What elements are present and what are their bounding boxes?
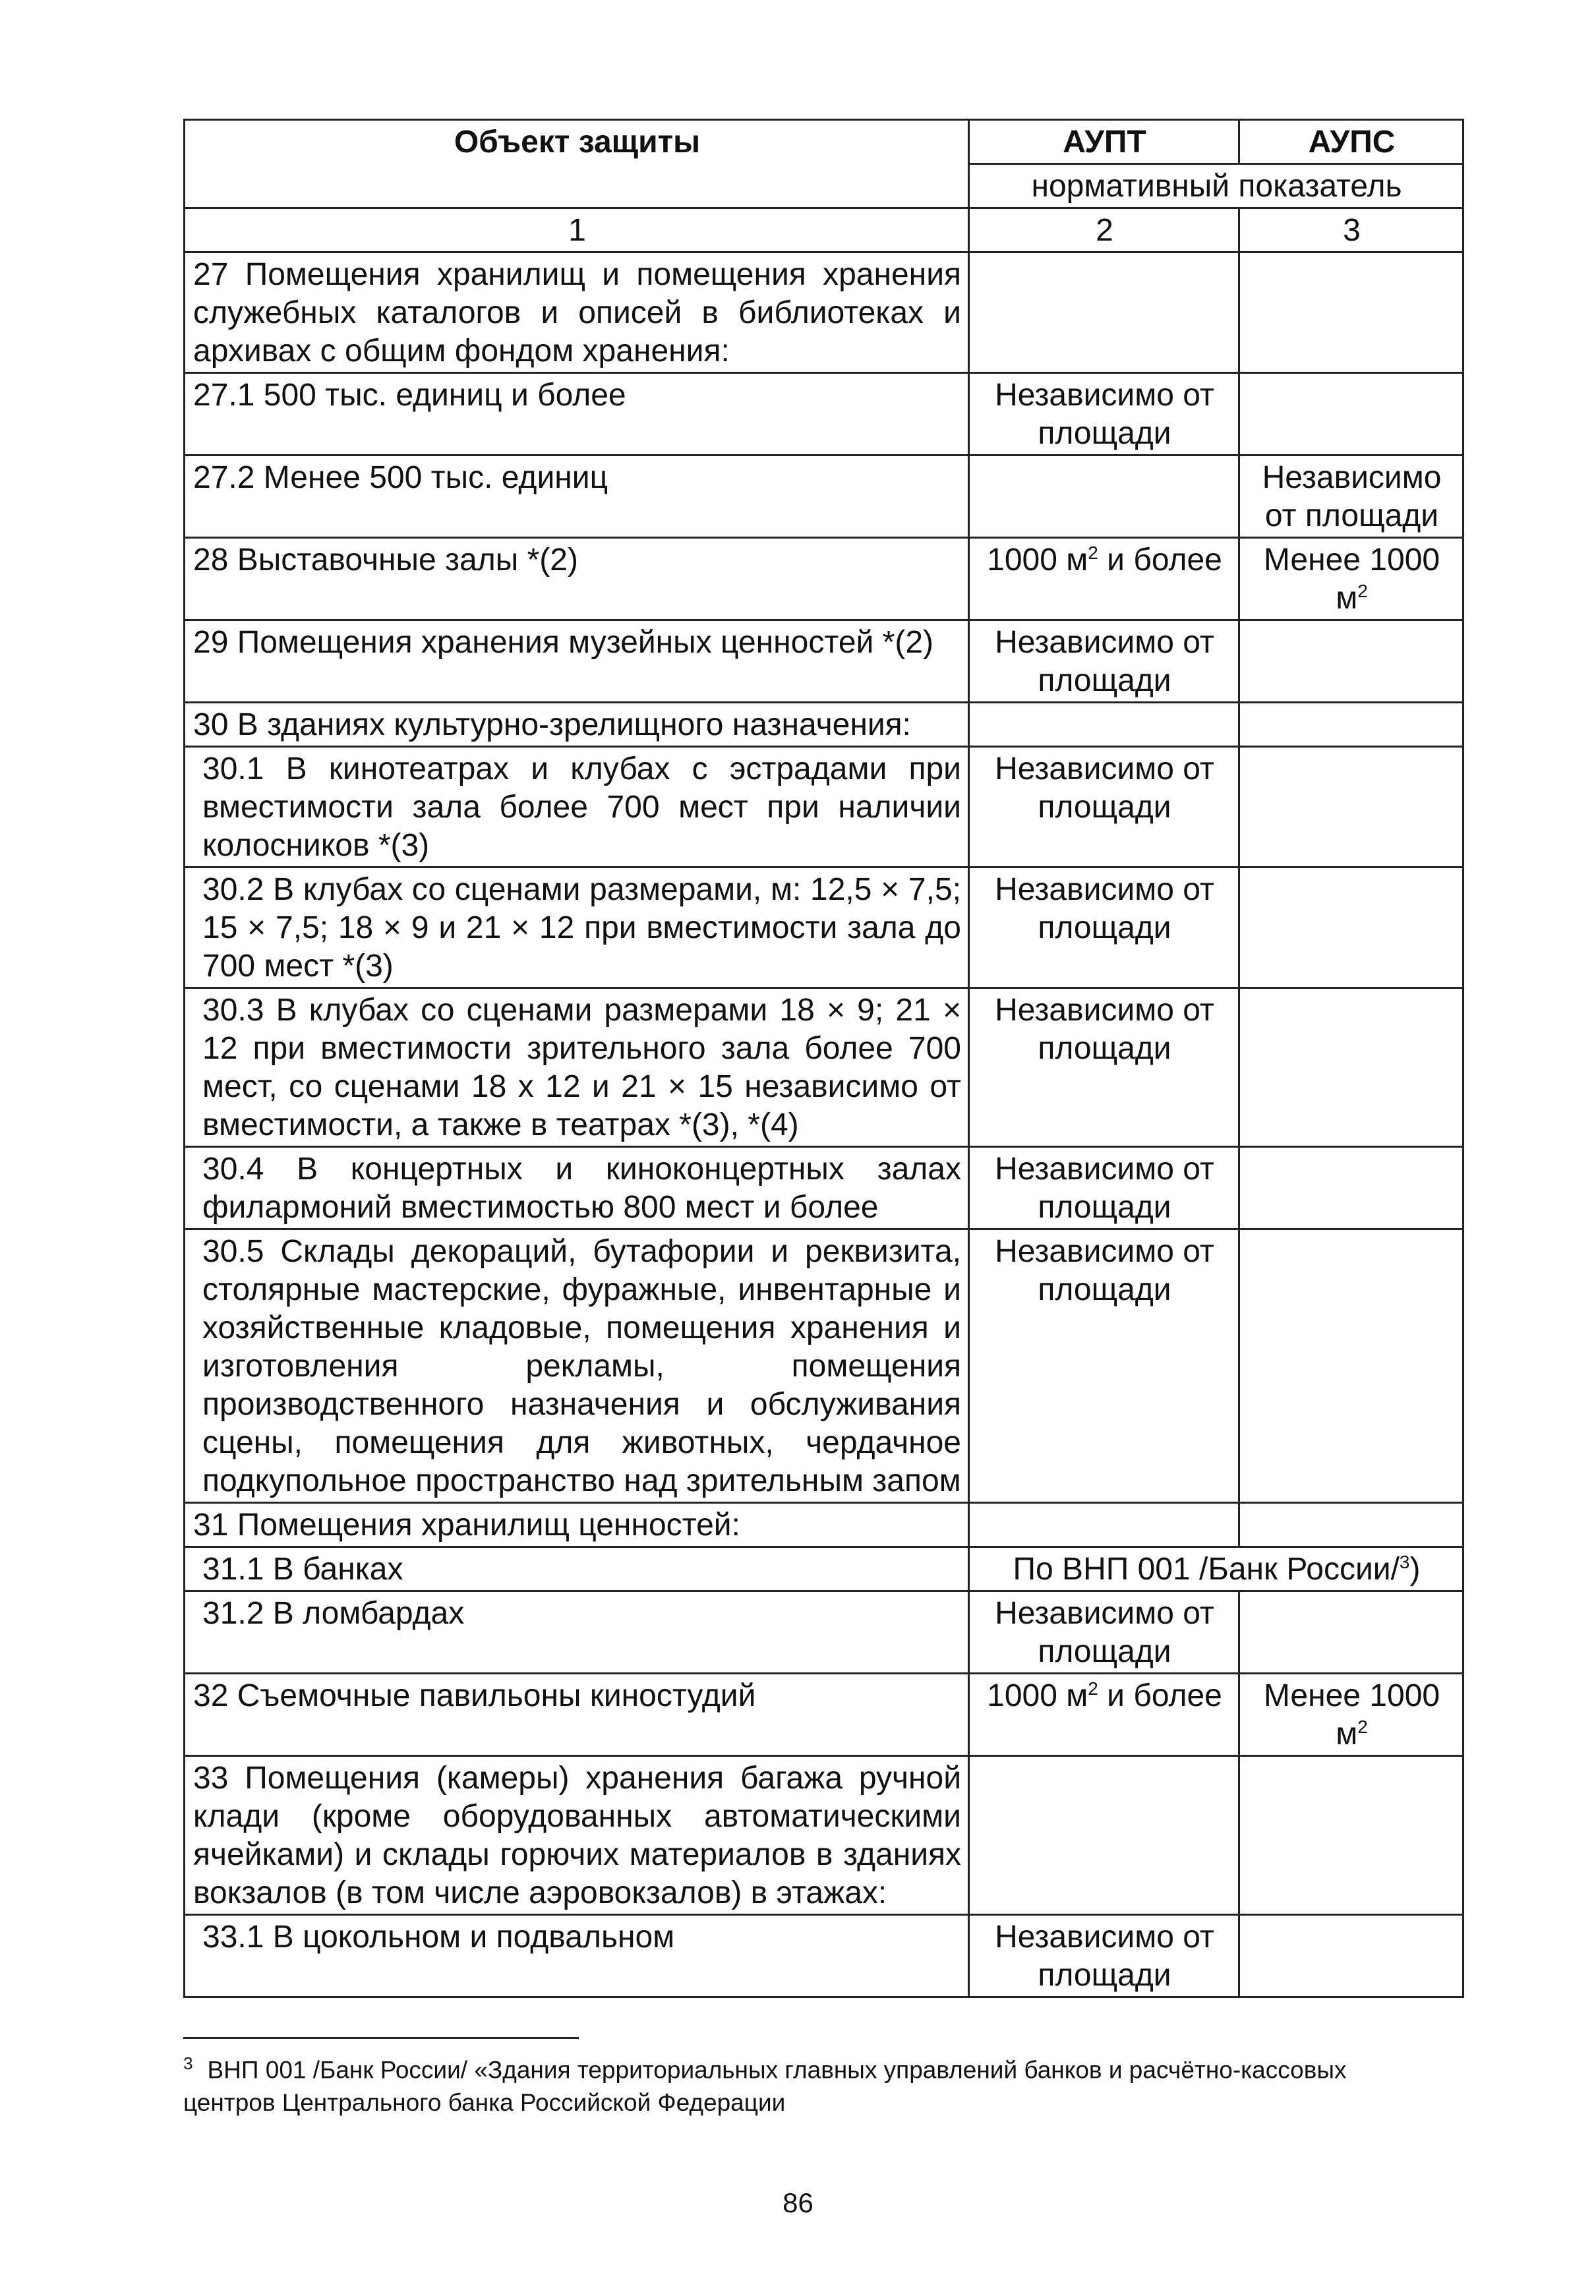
row-aups <box>1239 1147 1463 1229</box>
row-object: 31.1 В банках <box>185 1547 969 1591</box>
header-object: Объект защиты <box>185 120 969 208</box>
row-object: 33 Помещения (камеры) хранения багажа ручной клади (кроме оборудованных автоматическими ячейками) и склады горючих материалов в зданиях вокзалов (в том числе аэровокзалов) в этажах: <box>185 1756 969 1915</box>
table-row <box>185 538 1463 620</box>
row-aups <box>1239 1503 1463 1547</box>
row-aups <box>1239 538 1463 620</box>
table-row <box>185 1674 1463 1756</box>
page-number: 86 <box>783 2187 813 2218</box>
row-aupt <box>969 456 1239 538</box>
row-aupt: Независимо от площади <box>969 1147 1239 1229</box>
row-object: 27.2 Менее 500 тыс. единиц <box>185 456 969 538</box>
row-aupt <box>969 538 1239 620</box>
table-row <box>185 988 1463 1147</box>
merged-norm-text: По ВНП 001 /Банк России/ <box>1013 1552 1400 1587</box>
protection-norms-table <box>183 119 1464 1998</box>
aups-unit-sup: 2 <box>1357 1717 1368 1737</box>
footnote <box>183 2047 1423 2119</box>
aups-unit-sup: 2 <box>1357 581 1368 601</box>
column-number-1: 1 <box>185 208 969 252</box>
table-row <box>185 868 1463 988</box>
aupt-unit-sup: 2 <box>1088 1678 1098 1699</box>
column-number-2: 2 <box>969 208 1239 252</box>
row-object: 30.5 Склады декораций, бутафории и реквизита, столярные мастерские, фуражные, инвентарные и хозяйственные кладовые, помещения хранения и изготовления рекламы, помещения производственного назначения и обслуживания сцены, помещения для животных, чердачное подкупольное пространство над зрительным запом <box>185 1229 969 1503</box>
row-object: 33.1 В цокольном и подвальном <box>185 1915 969 1997</box>
row-aups <box>1239 1229 1463 1503</box>
footnote-marker: 3 <box>183 2053 193 2073</box>
table-row <box>185 373 1463 456</box>
footnote-text: ВНП 001 /Банк России/ «Здания территориальных главных управлений банков и расчётно-кассовых центров Центрального банка Российской Федерации <box>183 2056 1347 2117</box>
row-aupt: Независимо от площади <box>969 747 1239 868</box>
table-row <box>185 456 1463 538</box>
table-header-row <box>185 120 1463 164</box>
row-aups <box>1239 1674 1463 1756</box>
row-object: 30 В зданиях культурно-зрелищного назначения: <box>185 703 969 747</box>
aups-value: Менее 1000 м <box>1263 543 1440 616</box>
row-object: 27.1 500 тыс. единиц и более <box>185 373 969 456</box>
table-row <box>185 703 1463 747</box>
table-row <box>185 1547 1463 1591</box>
row-aups <box>1239 868 1463 988</box>
merged-norm-suffix: ) <box>1409 1552 1421 1587</box>
row-aups <box>1239 747 1463 868</box>
aups-value: Менее 1000 м <box>1263 1678 1440 1751</box>
row-aupt: Независимо от площади <box>969 373 1239 456</box>
header-aups: АУПС <box>1239 120 1463 164</box>
aupt-suffix: и более <box>1098 543 1222 577</box>
row-aupt: Независимо от площади <box>969 988 1239 1147</box>
table-row <box>185 747 1463 868</box>
row-aupt: Независимо от площади <box>969 1915 1239 1997</box>
aupt-suffix: и более <box>1098 1678 1222 1713</box>
row-aupt <box>969 703 1239 747</box>
table-row <box>185 252 1463 373</box>
row-object: 30.4 В концертных и киноконцертных залах филармоний вместимостью 800 мест и более <box>185 1147 969 1229</box>
row-object: 27 Помещения хранилищ и помещения хранения служебных каталогов и описей в библиотеках и архивах с общим фондом хранения: <box>185 252 969 373</box>
row-aupt: Независимо от площади <box>969 1229 1239 1503</box>
table-row <box>185 1591 1463 1674</box>
row-merged-norm <box>969 1547 1463 1591</box>
table-row <box>185 1756 1463 1915</box>
column-number-3: 3 <box>1239 208 1463 252</box>
row-aups <box>1239 620 1463 703</box>
table-row <box>185 1229 1463 1503</box>
row-aups: Независимо от площади <box>1239 456 1463 538</box>
header-normative: нормативный показатель <box>969 164 1463 208</box>
header-aupt: АУПТ <box>969 120 1239 164</box>
row-object: 29 Помещения хранения музейных ценностей *(2) <box>185 620 969 703</box>
row-object: 32 Съемочные павильоны киностудий <box>185 1674 969 1756</box>
row-aupt: Независимо от площади <box>969 1591 1239 1674</box>
row-object: 30.2 В клубах со сценами размерами, м: 12,5 × 7,5; 15 × 7,5; 18 × 9 и 21 × 12 при вместимости зала до 700 мест *(3) <box>185 868 969 988</box>
aupt-value: 1000 м <box>987 543 1088 577</box>
table-row <box>185 1503 1463 1547</box>
row-aups <box>1239 988 1463 1147</box>
row-aupt: Независимо от площади <box>969 620 1239 703</box>
row-object: 28 Выставочные залы *(2) <box>185 538 969 620</box>
row-aups <box>1239 1591 1463 1674</box>
table-row <box>185 1915 1463 1997</box>
row-aupt <box>969 1503 1239 1547</box>
row-aups <box>1239 1756 1463 1915</box>
row-object: 31.2 В ломбардах <box>185 1591 969 1674</box>
table-row <box>185 1147 1463 1229</box>
aupt-value: 1000 м <box>987 1678 1088 1713</box>
row-object: 31 Помещения хранилищ ценностей: <box>185 1503 969 1547</box>
footnote-ref-3: 3 <box>1399 1552 1410 1572</box>
row-object: 30.1 В кинотеатрах и клубах с эстрадами при вместимости зала более 700 мест при наличии колосников *(3) <box>185 747 969 868</box>
row-aupt <box>969 1674 1239 1756</box>
row-aups <box>1239 1915 1463 1997</box>
row-aups <box>1239 703 1463 747</box>
row-object: 30.3 В клубах со сценами размерами 18 × 9; 21 × 12 при вместимости зрительного зала более 700 мест, со сценами 18 х 12 и 21 × 15 независимо от вместимости, а также в театрах *(3), *(4) <box>185 988 969 1147</box>
row-aupt <box>969 252 1239 373</box>
row-aups <box>1239 373 1463 456</box>
footnote-divider <box>183 2037 579 2039</box>
row-aupt: Независимо от площади <box>969 868 1239 988</box>
row-aups <box>1239 252 1463 373</box>
table-column-numbers-row <box>185 208 1463 252</box>
row-aupt <box>969 1756 1239 1915</box>
table-row <box>185 620 1463 703</box>
aupt-unit-sup: 2 <box>1088 543 1098 563</box>
